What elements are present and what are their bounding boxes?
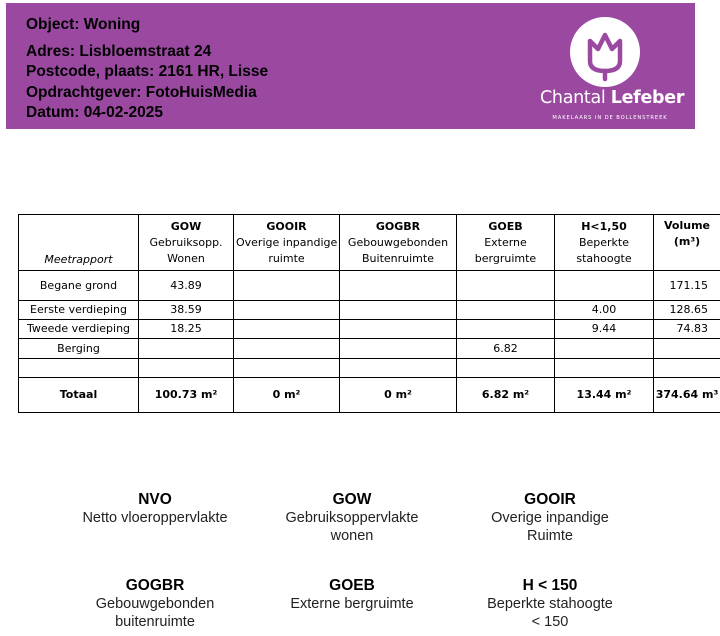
cell (234, 320, 340, 339)
cell: 128.65 (654, 301, 720, 320)
column-code: H<1,50 (581, 219, 627, 233)
date-line: Datum: 04-02-2025 (26, 104, 163, 121)
row-label: Berging (19, 339, 139, 359)
total-cell: 100.73 m² (139, 378, 234, 413)
client-line: Opdrachtgever: FotoHuisMedia (26, 83, 257, 101)
legend-code: NVO (138, 491, 172, 508)
total-cell: 374.64 m³ (654, 378, 720, 413)
postcode-line: Postcode, plaats: 2161 HR, Lisse (26, 63, 269, 80)
cell (340, 271, 457, 301)
logo-circle (570, 17, 640, 87)
object-details (26, 15, 268, 124)
total-cell: 6.82 m² (457, 378, 555, 413)
cell (555, 359, 654, 378)
cell (457, 301, 555, 320)
column-header-h150 (555, 215, 654, 271)
table-row (19, 320, 720, 339)
legend-code: H < 150 (522, 577, 578, 594)
column-code: GOEB (488, 219, 523, 233)
cell: 74.83 (654, 320, 720, 339)
cell (340, 339, 457, 359)
column-desc: Overige inpandige (236, 235, 338, 249)
total-row (19, 378, 720, 413)
cell (457, 271, 555, 301)
legend-code: GOGBR (125, 577, 185, 594)
legend-code: GOW (332, 491, 372, 508)
cell (457, 359, 555, 378)
cell (234, 359, 340, 378)
column-desc: Externe (484, 235, 527, 249)
logo-wordmark (540, 88, 685, 108)
legend-code: GOEB (329, 577, 375, 594)
cell (234, 301, 340, 320)
column-desc: Buitenruimte (362, 251, 434, 265)
legend-desc: Gebouwgebonden (95, 596, 215, 612)
legend-desc: Externe bergruimte (290, 596, 414, 612)
company-logo (540, 9, 685, 127)
row-label: Begane grond (19, 271, 139, 301)
cell: 43.89 (139, 271, 234, 301)
cell (555, 339, 654, 359)
legend-item-gooir (450, 490, 650, 545)
table-row (19, 271, 720, 301)
column-unit: (m³) (673, 235, 701, 248)
cell (555, 271, 654, 301)
column-header-gogbr (340, 215, 457, 271)
total-cell: 13.44 m² (555, 378, 654, 413)
legend-desc: < 150 (531, 614, 569, 630)
column-header-gow (139, 215, 234, 271)
legend-desc: Overige inpandige (491, 510, 609, 526)
cell: 38.59 (139, 301, 234, 320)
column-desc: bergruimte (474, 251, 537, 265)
measurement-table (18, 214, 720, 413)
corner-label: Meetrapport (19, 215, 139, 271)
cell (654, 339, 720, 359)
column-header-volume (654, 215, 720, 271)
logo-tagline: MAKELAARS IN DE BOLLENSTREEK (552, 115, 668, 121)
cell (234, 339, 340, 359)
column-desc: ruimte (268, 251, 305, 265)
total-cell: 0 m² (340, 378, 457, 413)
cell (654, 359, 720, 378)
column-desc: stahoogte (576, 251, 632, 265)
cell: 9.44 (555, 320, 654, 339)
column-desc: Gebouwgebonden (347, 235, 449, 249)
cell: 6.82 (457, 339, 555, 359)
cell: 171.15 (654, 271, 720, 301)
column-code: GOOIR (266, 219, 307, 233)
legend-desc: wonen (330, 528, 374, 544)
total-label: Totaal (19, 378, 139, 413)
cell (340, 359, 457, 378)
legend-item-gow (252, 490, 452, 545)
column-header-goeb (457, 215, 555, 271)
legend-item-nvo (55, 490, 255, 527)
column-desc: Gebruiksopp. (149, 235, 223, 249)
table-row (19, 301, 720, 320)
legend-item-h150 (450, 576, 650, 631)
cell: 18.25 (139, 320, 234, 339)
cell: 4.00 (555, 301, 654, 320)
cell (139, 359, 234, 378)
row-label (19, 359, 139, 378)
logo-last-name: Lefeber (610, 88, 685, 108)
tulip-icon (570, 17, 640, 87)
cell (340, 320, 457, 339)
column-desc: Beperkte (578, 235, 630, 249)
object-line: Object: Woning (26, 16, 141, 33)
legend-desc: Ruimte (527, 528, 573, 544)
legend-desc: Gebruiksoppervlakte (285, 510, 419, 526)
row-label: Eerste verdieping (19, 301, 139, 320)
table-row (19, 359, 720, 378)
column-code: Volume (664, 219, 710, 232)
legend-item-gogbr (55, 576, 255, 631)
cell (457, 320, 555, 339)
address-line: Adres: Lisbloemstraat 24 (26, 42, 212, 60)
legend-desc: Netto vloeroppervlakte (82, 510, 228, 526)
abbreviation-legend (0, 488, 720, 636)
column-desc: Wonen (167, 251, 205, 265)
total-cell: 0 m² (234, 378, 340, 413)
legend-desc: buitenruimte (115, 614, 195, 630)
legend-code: GOOIR (524, 491, 576, 508)
column-code: GOGBR (375, 219, 421, 233)
legend-desc: Beperkte stahoogte (487, 596, 613, 612)
column-code: GOW (170, 219, 202, 233)
row-label: Tweede verdieping (19, 320, 139, 339)
table-header-row (19, 215, 720, 271)
cell (234, 271, 340, 301)
cell (139, 339, 234, 359)
logo-first-name: Chantal (540, 88, 606, 108)
cell (340, 301, 457, 320)
column-header-gooir (234, 215, 340, 271)
table-row (19, 339, 720, 359)
header-banner (6, 3, 695, 129)
legend-item-goeb (252, 576, 452, 613)
